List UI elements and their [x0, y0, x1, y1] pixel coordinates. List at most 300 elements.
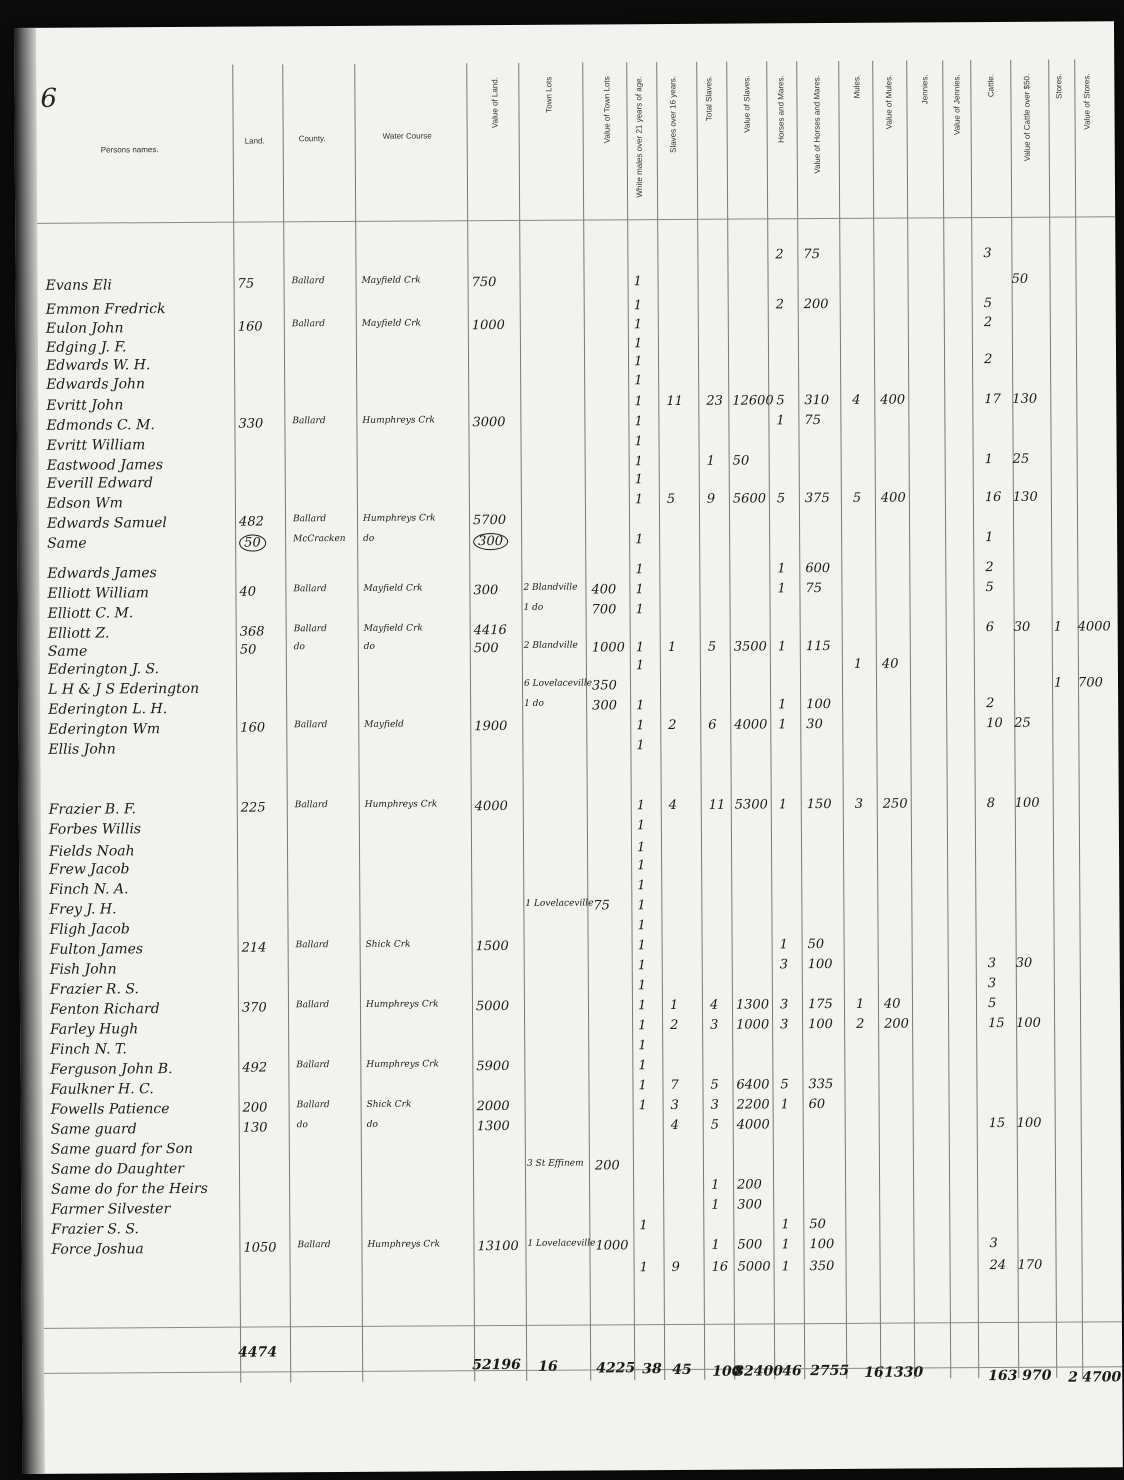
value-of-land: 300 [473, 583, 499, 599]
person-name: Edwards James [47, 565, 157, 582]
person-name: Same do Daughter [50, 1160, 184, 1178]
total-slaves: 4 [709, 997, 719, 1013]
horses: 2 [775, 247, 784, 263]
white-males: 1 [636, 798, 646, 814]
total-slaves: 5 [707, 639, 717, 655]
column-rule [942, 60, 951, 1378]
value-of-land: 5900 [476, 1058, 510, 1075]
value-of-town-lots: 1000 [591, 640, 625, 656]
value-of-slaves: 5000 [737, 1259, 771, 1275]
person-name: Same [47, 535, 87, 552]
value-of-cattle: 130 [1012, 489, 1038, 505]
town-lots: 1 Lovelaceville [525, 898, 594, 909]
town-lots: 2 Blandville [523, 582, 578, 593]
value-of-slaves: 5600 [732, 491, 767, 507]
water-course: Shick Crk [365, 939, 411, 950]
value-of-cattle: 130 [1012, 391, 1038, 407]
horses: 1 [781, 1237, 790, 1253]
column-rule [656, 62, 665, 1380]
value-of-slaves: 3500 [733, 639, 767, 655]
cattle: 5 [983, 296, 993, 312]
water-course: Humphreys Crk [362, 415, 436, 426]
white-males: 1 [634, 394, 643, 410]
slaves-over-16: 2 [670, 1017, 679, 1034]
water-course: do [363, 533, 375, 544]
white-males: 1 [636, 698, 645, 714]
column-rule [906, 61, 915, 1379]
white-males: 1 [633, 336, 643, 352]
value-of-land: 4416 [473, 623, 507, 639]
value-of-mules: 400 [880, 490, 906, 506]
white-males: 1 [638, 1058, 647, 1074]
horses: 1 [781, 1259, 790, 1275]
horses: 3 [779, 957, 789, 973]
column-rule [354, 64, 363, 1382]
value-of-horses: 30 [806, 717, 823, 733]
value-of-horses: 200 [803, 297, 829, 313]
value-of-horses: 150 [806, 797, 832, 813]
header-horses: Horses and Mares. [776, 75, 786, 143]
person-name: Elliott Z. [47, 625, 110, 642]
land-acres: 214 [241, 940, 267, 956]
value-of-mules: 200 [884, 1016, 909, 1032]
total-total-slaves: 100 [712, 1363, 742, 1380]
water-course: do [366, 1119, 378, 1130]
column-rule [766, 61, 775, 1379]
person-name: Edwards John [46, 376, 146, 393]
row-rule [37, 216, 1115, 224]
horses: 1 [778, 697, 787, 713]
white-males: 1 [637, 938, 646, 954]
value-of-cattle: 50 [1011, 271, 1029, 287]
person-name: Forbes Willis [48, 821, 142, 838]
white-males: 1 [636, 840, 646, 856]
value-of-cattle: 25 [1012, 451, 1030, 467]
value-of-mules: 40 [883, 996, 901, 1012]
person-name: Edwards W. H. [46, 357, 151, 374]
white-males: 1 [638, 1098, 647, 1114]
value-of-horses: 350 [809, 1259, 835, 1275]
value-of-horses: 100 [807, 957, 833, 973]
header-value-land: Value of Land. [490, 77, 500, 129]
value-of-cattle: 25 [1014, 715, 1031, 731]
total-value-horses: 2755 [810, 1362, 850, 1380]
total-slaves: 11 [708, 797, 726, 813]
land-acres: 50 [239, 534, 266, 551]
header-county: County. [298, 134, 326, 144]
white-males: 1 [634, 492, 644, 508]
water-course: Humphreys Crk [364, 799, 438, 810]
person-name: L H & J S Ederington [47, 680, 200, 698]
horses: 1 [777, 639, 787, 655]
total-slaves: 5 [710, 1077, 719, 1093]
white-males: 1 [637, 858, 646, 874]
value-of-land: 3000 [472, 415, 506, 431]
header-value-mules: Value of Mules. [884, 74, 894, 130]
header-value-jennies: Value of Jennies. [952, 74, 962, 136]
person-name: Finch N. A. [49, 881, 129, 898]
horses: 1 [781, 1217, 790, 1233]
page-number: 6 [40, 83, 58, 114]
white-males: 1 [638, 1018, 647, 1034]
horses: 1 [778, 717, 787, 733]
land-acres: 75 [237, 276, 255, 292]
white-males: 1 [635, 658, 645, 674]
cattle: 2 [983, 352, 993, 368]
town-lots: 6 Lovelaceville [523, 678, 593, 689]
total-value-mules: 1330 [884, 1364, 924, 1381]
header-value-town-lots: Value of Town Lots [602, 76, 612, 144]
header-land: Land. [244, 136, 265, 146]
column-rule [1048, 60, 1057, 1378]
person-name: Edson Wm [46, 495, 123, 512]
total-slaves: 5 [710, 1117, 720, 1133]
white-males: 1 [635, 582, 644, 598]
value-of-cattle: 30 [1013, 619, 1031, 635]
horses: 3 [780, 1017, 789, 1033]
person-name: Farley Hugh [50, 1021, 139, 1038]
value-of-horses: 175 [807, 997, 833, 1013]
cattle: 2 [985, 560, 994, 576]
value-of-land: 2000 [476, 1098, 510, 1115]
value-of-slaves: 300 [737, 1197, 763, 1213]
total-slaves: 1 [706, 453, 715, 469]
total-value-land: 52196 [472, 1356, 521, 1374]
cattle: 2 [983, 315, 993, 331]
person-name: Same guard for Son [50, 1140, 194, 1158]
horses: 1 [779, 937, 788, 953]
value-of-land: 300 [473, 533, 508, 550]
value-of-slaves: 2200 [736, 1097, 770, 1113]
horses: 1 [776, 413, 785, 429]
county: Ballard [291, 319, 326, 330]
column-rule [282, 64, 291, 1382]
header-slaves-16: Slaves over 16 years. [668, 75, 678, 153]
cattle: 3 [983, 246, 992, 262]
value-of-cattle: 100 [1016, 1015, 1041, 1031]
slaves-over-16: 3 [670, 1097, 679, 1114]
slaves-over-16: 4 [670, 1117, 680, 1134]
total-slaves: 6 [708, 717, 717, 733]
person-name: Fligh Jacob [49, 921, 130, 938]
white-males: 1 [636, 818, 646, 834]
total-slaves: 23 [706, 393, 723, 409]
white-males: 1 [636, 738, 645, 754]
cattle: 3 [987, 956, 997, 972]
column-rule [518, 63, 527, 1381]
person-name: Same [47, 643, 88, 660]
person-name: Ederington J. S. [47, 661, 160, 678]
total-cattle: 163 [988, 1367, 1018, 1385]
ledger-grid [14, 21, 1114, 28]
value-of-town-lots: 700 [591, 602, 617, 618]
total-horses: 46 [782, 1363, 802, 1380]
county: do [293, 642, 306, 653]
header-jennies: Jennies. [920, 74, 930, 105]
white-males: 1 [637, 918, 646, 934]
cattle: 17 [984, 391, 1001, 408]
person-name: Same do for the Heirs [51, 1180, 208, 1198]
value-of-stores: 4000 [1077, 619, 1111, 635]
white-males: 1 [637, 898, 646, 914]
water-course: Humphreys Crk [362, 513, 436, 524]
column-rule [970, 60, 979, 1378]
white-males: 1 [638, 1038, 647, 1054]
county: Ballard [291, 276, 325, 287]
value-of-land: 1000 [471, 318, 505, 334]
total-stores: 2 [1068, 1369, 1079, 1386]
value-of-horses: 75 [803, 247, 820, 263]
value-of-horses: 310 [804, 393, 830, 409]
white-males: 1 [635, 640, 645, 656]
total-slaves: 1 [711, 1237, 720, 1253]
value-of-mules: 250 [882, 796, 908, 812]
total-slaves: 9 [706, 491, 716, 507]
value-of-mules: 400 [880, 392, 906, 408]
header-persons: Persons names. [100, 145, 159, 155]
horses: 1 [777, 581, 786, 597]
value-of-town-lots: 1000 [595, 1238, 629, 1254]
county: Ballard [292, 514, 327, 525]
column-rule [582, 63, 591, 1381]
column-rule [838, 61, 847, 1379]
county: Ballard [293, 584, 327, 595]
column-rule [626, 62, 635, 1380]
value-of-slaves: 12600 [732, 393, 774, 409]
row-rule [44, 1366, 1122, 1374]
cattle: 16 [984, 489, 1002, 506]
value-of-horses: 600 [805, 561, 831, 577]
person-name: Eulon John [45, 320, 124, 337]
person-name: Edging J. F. [45, 339, 127, 356]
header-mules: Mules. [852, 74, 862, 99]
county: Ballard [296, 1100, 330, 1111]
water-course: Mayfield Crk [361, 275, 421, 286]
white-males: 1 [633, 274, 642, 290]
water-course: do [363, 641, 376, 652]
white-males: 1 [636, 718, 645, 734]
header-value-slaves: Value of Slaves. [742, 75, 752, 133]
land-acres: 225 [240, 800, 266, 816]
cattle: 15 [988, 1015, 1005, 1032]
white-males: 1 [634, 414, 643, 430]
value-of-land: 1300 [476, 1118, 510, 1135]
mules: 4 [852, 392, 861, 408]
land-acres: 1050 [243, 1240, 277, 1256]
town-lots: 2 Blandville [523, 640, 578, 651]
land-acres: 330 [238, 416, 264, 432]
person-name: Evritt John [46, 397, 124, 414]
person-name: Edmonds C. M. [46, 417, 155, 434]
value-of-mules: 40 [881, 656, 899, 672]
land-acres: 370 [241, 1000, 267, 1016]
value-of-town-lots: 400 [591, 582, 617, 598]
total-slaves: 1 [711, 1177, 720, 1193]
land-acres: 130 [242, 1120, 268, 1136]
white-males: 1 [639, 1260, 648, 1276]
town-lots: 1 do [523, 602, 544, 613]
person-name: Ederington Wm [48, 721, 161, 738]
person-name: Frazier R. S. [49, 981, 139, 998]
total-slaves-16: 45 [672, 1361, 692, 1379]
water-course: Humphreys Crk [365, 999, 439, 1010]
value-of-cattle: 100 [1014, 795, 1040, 811]
horses: 3 [779, 997, 789, 1013]
value-of-slaves: 4000 [734, 717, 768, 733]
slaves-over-16: 9 [671, 1259, 680, 1276]
land-acres: 368 [239, 624, 265, 640]
person-name: Fish John [49, 961, 117, 978]
value-of-land: 5000 [475, 998, 510, 1015]
value-of-horses: 50 [809, 1217, 826, 1233]
mules: 2 [856, 1016, 865, 1032]
header-stores: Stores. [1054, 73, 1064, 99]
value-of-town-lots: 300 [592, 698, 618, 714]
cattle: 24 [989, 1257, 1007, 1274]
header-water: Water Course [382, 131, 432, 141]
row-rule [44, 1321, 1122, 1329]
land-acres: 40 [239, 584, 257, 600]
value-of-slaves: 6400 [736, 1077, 770, 1093]
value-of-horses: 60 [808, 1097, 826, 1113]
land-acres: 160 [240, 720, 266, 736]
person-name: Fulton James [49, 941, 144, 958]
land-acres: 160 [237, 319, 263, 335]
column-rule [1074, 60, 1083, 1378]
cattle: 2 [986, 696, 995, 712]
county: Ballard [295, 940, 329, 951]
horses: 1 [778, 797, 788, 813]
header-town-lots: Town Lots [544, 76, 554, 113]
water-course: Mayfield [364, 719, 404, 730]
person-name: Everill Edward [46, 475, 153, 492]
mules: 1 [855, 996, 865, 1012]
horses: 2 [775, 297, 785, 313]
column-headers [14, 21, 1114, 198]
cattle: 8 [986, 796, 996, 812]
header-total-slaves: Total Slaves. [704, 75, 714, 122]
value-of-slaves: 5300 [734, 797, 768, 813]
land-acres: 482 [238, 514, 264, 530]
person-name: Fields Noah [48, 843, 135, 860]
total-town-lots: 16 [538, 1358, 558, 1375]
header-cattle: Cattle. [986, 74, 996, 98]
county: do [296, 1120, 308, 1131]
slaves-over-16: 1 [667, 639, 677, 656]
mules: 1 [853, 656, 863, 672]
person-name: Emmon Fredrick [45, 301, 166, 318]
value-of-cattle: 30 [1015, 955, 1033, 971]
county: Ballard [295, 1000, 330, 1011]
county: Ballard [292, 416, 326, 427]
cattle: 5 [987, 996, 997, 1012]
water-course: Humphreys Crk [366, 1059, 439, 1070]
ledger-page [14, 21, 1123, 1474]
value-of-horses: 375 [804, 491, 830, 507]
value-of-horses: 75 [805, 581, 823, 597]
white-males: 1 [639, 1218, 648, 1234]
person-name: Fowells Patience [50, 1101, 170, 1118]
person-name: Ellis John [48, 741, 116, 758]
value-of-horses: 100 [806, 697, 832, 713]
header-value-stores: Value of Stores. [1082, 73, 1092, 130]
person-name: Frazier S. S. [51, 1221, 139, 1238]
horses: 1 [777, 561, 786, 577]
water-course: Mayfield Crk [363, 583, 423, 594]
value-of-town-lots: 75 [593, 898, 610, 914]
person-name: Frew Jacob [49, 861, 130, 878]
value-of-stores: 700 [1077, 675, 1103, 691]
horses: 1 [780, 1097, 789, 1113]
horses: 5 [776, 491, 786, 507]
white-males: 1 [637, 878, 646, 894]
value-of-slaves: 1300 [735, 997, 770, 1013]
slaves-over-16: 5 [666, 491, 676, 508]
total-value-stores: 4700 [1082, 1369, 1122, 1386]
horses: 5 [776, 393, 785, 409]
slaves-over-16: 1 [669, 997, 679, 1014]
white-males: 1 [635, 602, 644, 618]
value-of-horses: 50 [807, 937, 825, 953]
white-males: 1 [633, 298, 643, 314]
value-of-land: 500 [473, 641, 499, 657]
value-of-horses: 100 [809, 1237, 835, 1253]
total-land: 4474 [238, 1344, 278, 1361]
slaves-over-16: 11 [666, 393, 683, 410]
white-males: 1 [633, 317, 643, 333]
person-name: Same guard [50, 1121, 137, 1138]
county: Ballard [297, 1240, 331, 1251]
mules: 3 [854, 796, 864, 812]
value-of-slaves: 500 [737, 1237, 763, 1253]
land-acres: 200 [242, 1100, 268, 1116]
value-of-cattle: 170 [1017, 1257, 1043, 1273]
total-slaves: 3 [710, 1097, 719, 1113]
person-name: Frazier B. F. [48, 801, 137, 818]
cattle: 15 [988, 1115, 1006, 1132]
value-of-horses: 75 [804, 413, 822, 429]
value-of-horses: 335 [808, 1077, 834, 1093]
person-name: Frey J. H. [49, 901, 117, 918]
value-of-slaves: 1000 [736, 1017, 770, 1033]
water-course: Humphreys Crk [367, 1239, 441, 1250]
header-value-horses: Value of Horses and Mares. [812, 75, 822, 174]
cattle: 3 [987, 976, 997, 992]
person-name: Eastwood James [46, 457, 164, 474]
land-acres: 50 [239, 642, 257, 658]
cattle: 6 [985, 620, 995, 636]
person-name: Elliott William [47, 585, 149, 602]
county: McCracken [293, 533, 346, 545]
header-value-cattle: Value of Cattle over $50. [1022, 73, 1032, 162]
cattle: 10 [986, 715, 1003, 732]
value-of-horses: 100 [808, 1017, 833, 1033]
white-males: 1 [637, 978, 647, 994]
white-males: 1 [638, 1078, 647, 1094]
cattle: 3 [989, 1236, 998, 1252]
water-course: Mayfield Crk [363, 623, 423, 634]
person-name: Farmer Silvester [51, 1201, 171, 1218]
slaves-over-16: 7 [670, 1077, 679, 1094]
value-of-land: 4000 [474, 798, 508, 815]
total-value-town-lots: 4225 [596, 1360, 636, 1377]
value-of-town-lots: 200 [594, 1158, 620, 1174]
value-of-land: 13100 [477, 1238, 519, 1255]
stores: 1 [1053, 619, 1063, 635]
horses: 5 [780, 1077, 789, 1093]
white-males: 1 [637, 958, 647, 974]
person-name: Finch N. T. [50, 1041, 127, 1058]
